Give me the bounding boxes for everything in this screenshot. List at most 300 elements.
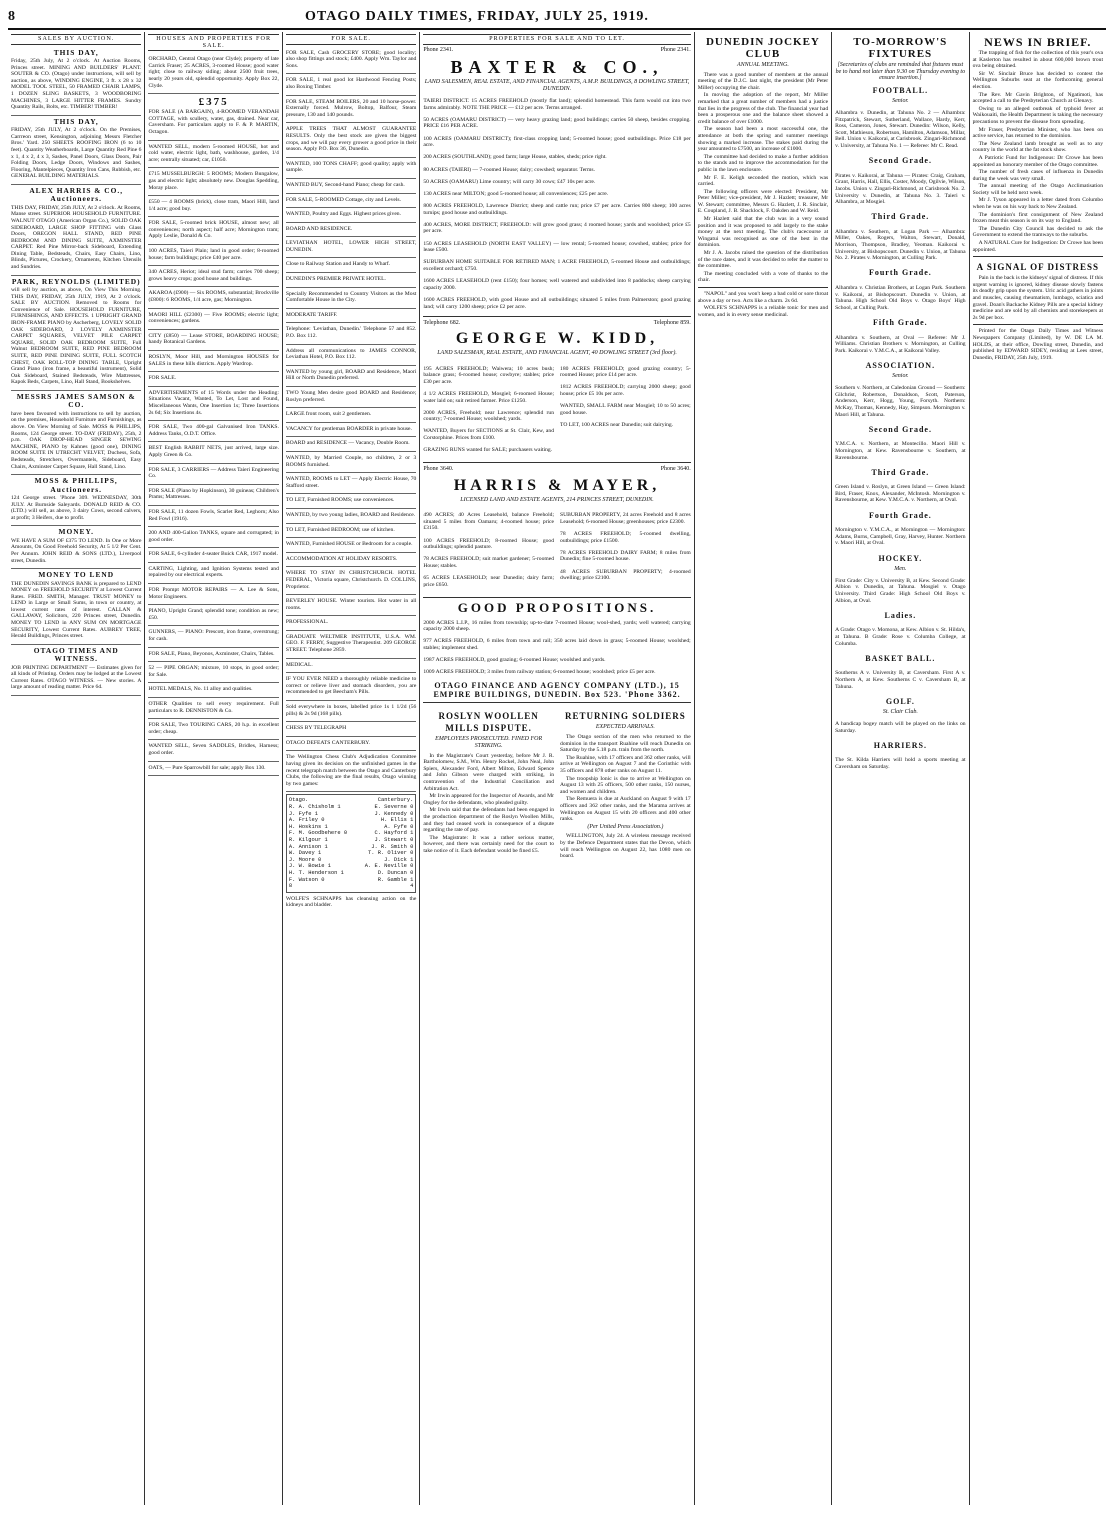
classified-ad <box>286 423 416 438</box>
player-name: H. Hoskins <box>288 823 322 830</box>
ad-text: FOR SALE, 6-cylinder 4-seater Buick CAR, 1917 model. <box>148 551 279 558</box>
fixture-title: Fourth Grade. <box>868 268 932 278</box>
classified-ad <box>148 605 278 626</box>
ad-text: FOR SALE, STEAM BOILERS, 20 and 10 horse-power. Externally forced. Mulrow, Boltop, Balfour, Steam pressure, 130 and 140 pounds. <box>285 98 417 118</box>
ad-text: 200 AND 400-Gallon TANKS, square and corrugated; in good order. <box>148 530 279 543</box>
fixture-text: Alhambra v. Southern, at Logan Park — Alhambra: Miller, Oakes, Rogers, Walton, Stewart, Donald, Morrison, Thompson, Bradley, Yeoman. Kaikorai v. University, at Bishopscourt. Dunedin v. Union, at Tahuna No. 2. Pirates v. Mornington, at Culling Park. <box>835 228 966 262</box>
classified-ad <box>286 616 416 631</box>
ad-text: WANTED, Poultry and Eggs. Highest prices given. <box>285 211 401 218</box>
classified-ad <box>148 506 278 527</box>
fixture-subtitle: St. Clair Club. <box>882 708 918 715</box>
fixture-sections <box>835 85 965 771</box>
harris-left <box>423 507 554 594</box>
ad-heading: OTAGO TIMES AND WITNESS. <box>33 645 119 664</box>
section-heading: HOUSES AND PROPERTIES FOR SALE. <box>148 34 278 51</box>
firm-subtitle: LAND SALESMEN, REAL ESTATE, AND FINANCIAL AGENTS, A.M.P. BUILDINGS, 8 DOWLING STREET, DUNEDIN. <box>424 79 690 92</box>
fixture-text: First Grade: City v. University B, at Kew. Second Grade: Albion v. Dunedin, at Tahuna. Mosgiel v. Otago University. Third Grade: High School Old Boys v. Albion, at Oval. <box>835 577 966 604</box>
story-paragraph: The committee had decided to make a further addition to the stands and to improve the accommodation for the public in the lawn enclosure. <box>697 153 829 173</box>
ad-text: FOR SALE, 3 CARRIERS — Address Taieri Engineering Co. <box>148 466 279 480</box>
story-paragraph: The Magistrate: It was a rather serious matter, however, and there was certainly need for the court to take notice of it. Each defendant would be fined £5. <box>423 834 555 854</box>
ad-text: BEST English RABBIT NETS, just arrived, large size. Apply Green & Co. <box>148 445 279 458</box>
property-listing: 4 1/2 ACRES FREEHOLD, Mosgiel; 6-roomed House; water laid on; suit retired farmer. Price £1250. <box>423 390 555 404</box>
classified-ad <box>286 553 416 568</box>
fixture-section <box>835 653 965 690</box>
property-listing: 400 ACRES, MORE DISTRICT, FREEHOLD: will grow good grass; 4 roomed house; yards and woolshed; price £5 per acre. <box>423 221 691 235</box>
ad-text: CARTING, Lighting, and Ignition Systems tested and repaired by our electrical experts. <box>148 565 279 579</box>
chess-row <box>289 837 413 844</box>
classified-ad <box>148 168 278 196</box>
property-listing: GRAZING RUNS wanted for SALE; purchasers waiting. <box>423 447 553 454</box>
classified-ads <box>286 47 416 793</box>
fixture-text: The St. Kilda Harriers will hold a sports meeting at Caversham on Saturday. <box>835 757 966 770</box>
property-listing: 130 ACRES near MILTON; good 5-roomed house; all conveniences; £25 per acre. <box>423 190 609 197</box>
news-item: The annual meeting of the Otago Acclimatisation Society will be held next week. <box>972 183 1104 196</box>
player-name: A. E. Neville <box>364 863 407 870</box>
ad-text: Close to Railway Station and Handy to Wharf. <box>285 261 391 268</box>
classified-ad <box>286 408 416 423</box>
classified-ad <box>148 626 278 647</box>
ad-text: GRADUATE WELTMER INSTITUTE, U.S.A. WM. GEO. F. FERRY, Suggestive Therapeutist. 209 GEORGE STREET. Telephone 2859. <box>285 633 417 654</box>
classified-ad <box>148 421 278 442</box>
classified-ad <box>286 366 416 387</box>
wolfe-ad: WOLFE'S SCHNAPPS has cleansing action on the kidneys and bladder. <box>285 895 417 909</box>
classified-ad <box>286 473 416 494</box>
classified-ad <box>286 437 416 452</box>
news-item: Mr Fraser, Presbyterian Minister, who has been on active service, has returned to the dominion. <box>972 126 1104 140</box>
classified-ad <box>148 287 278 308</box>
auction-ads <box>11 47 141 696</box>
fixture-text: Alhambra v. Christian Brothers, at Logan Park. Southern v. Kaikorai, at Bishopscourt. Dunedin v. Union, at Tahuna. High School Old Boys v. Otago Boys' High School, at Culling Park. <box>835 285 966 311</box>
ad-text: MAORI HILL (£2300) — Five ROOMS; electric light; conveniences; gardens. <box>148 311 279 325</box>
player-score: 0 <box>410 803 414 810</box>
classified-ad <box>148 309 278 330</box>
player-name: J. Moore <box>288 856 315 863</box>
ad-text: The Wellington Chess Club's Adjudication Committee having given its decision on the unfinished games in the recent telegraph match between the Otago and Canterbury Clubs, the following are the final results, Otago winning by two games: <box>285 754 417 787</box>
ad-text: ACCOMMODATION AT HOLIDAY RESORTS. <box>285 555 398 562</box>
chess-results <box>286 794 416 892</box>
property-listing: 1600 ACRES LEASEHOLD (rent £150); four homes; well watered and subdivided into 8 paddocks; sheep carrying capacity 2000. <box>423 278 691 291</box>
fixture-title: Third Grade. <box>871 467 930 477</box>
newspaper-title: OTAGO DAILY TIMES, FRIDAY, JULY 25, 1919. <box>305 9 649 24</box>
ad-text: DUNEDIN'S PREMIER PRIVATE HOTEL. <box>285 276 386 283</box>
kidd-right <box>560 360 691 460</box>
ad-text: Telephone: 'Leviathan, Dunedin.' Telephone 57 and 852. P.O. Box 112. <box>285 326 417 340</box>
player-name: F. Watson <box>288 876 318 883</box>
news-item: A NATURAL Cure for Indigestion: Dr Crowe has been appointed. <box>972 240 1104 253</box>
ad-text: JOB PRINTING DEPARTMENT — Estimates given for all kinds of Printing. Orders may be lodged at the Lowest Current Rates. OTAGO WITNESS. — New stories. A large amount of reading matter. Price 6d. <box>11 664 142 691</box>
classified-ad <box>286 494 416 509</box>
wolfe-ad: WOLFE'S SCHNAPPS is a reliable tonic for men and women, and is in every sense medicinal. <box>697 305 829 318</box>
story-paragraph: The Otago section of the men who returned to the dominion in the transport Ruahine will reach Dunedin on Saturday by the 5.18 p.m. train from the north. <box>560 734 691 754</box>
chess-rows <box>289 804 413 883</box>
classified-ad <box>286 179 416 194</box>
player-score: 0 <box>410 863 414 870</box>
fixture-section <box>835 211 965 262</box>
classified-ad <box>286 722 416 737</box>
player-score: 0 <box>321 817 325 824</box>
property-listing: 1987 ACRES FREEHOLD, good grazing; 6-roomed House; woolshed and yards. <box>423 657 606 664</box>
kidd-name: GEORGE W. KIDD, <box>455 330 659 348</box>
fixture-text: Alhambra v. Dunedin, at Tahuna No. 2 — Alhambra: Fitzpatrick, Stewart, Sutherland, Wallace, Hardy, Kerr, Ross, Cameron, Jones, Stewart. Dunedin: Wilson, Kelly, Scott, Mathieson, Robertson, Hamilton, Adamson, Millar, Bell. Union v. Kaikorai, at Carisbrook. Zingari-Richmond v. University, at Tahuna No. 1 — Referee: Mr C. Read. <box>835 109 966 149</box>
property-listing: SUBURBAN HOME SUITABLE FOR RETIRED MAN; 1 ACRE FREEHOLD, 5-roomed House and outbuildings; excellent orchard; £750. <box>423 259 691 272</box>
auction-ad <box>11 185 141 276</box>
story-paragraph: The meeting concluded with a vote of thanks to the chair. <box>697 270 829 284</box>
chess-player-canterbury <box>384 824 413 831</box>
story-paragraph: The following officers were elected: President, Mr Peter Miller; vice-president, Mr J. Hazlett; treasurer, Mr W. Stewart; committee, Messrs G. Hazlett, J. R. Sinclair, E. Coupland, J. B. Shacklock, F. Oakden and W. Reid. <box>697 188 829 215</box>
story-paragraph: The season had been a most successful one, the attendance at both the spring and summer meetings showing a marked increase. The stakes paid during the year amounted to £7500, an increase of £1000. <box>697 126 829 153</box>
chess-player-otago <box>289 817 325 824</box>
classified-ad <box>148 330 278 351</box>
property-listing: 78 ACRES FREEHOLD; suit market gardener; 5-roomed House; stables. <box>423 556 555 569</box>
fixture-section <box>835 317 965 354</box>
ad-text: WANTED, by two young ladies, BOARD and Residence. <box>285 511 416 518</box>
classified-ad <box>148 245 278 266</box>
fixture-section <box>835 467 965 504</box>
ad-text: FRIDAY, 25th JULY, At 2 o'clock. On the Premises, Carrreon street, Kensington, adjoining Messrs Fletcher Bros.' Yard. 250 SHEETS ROOFING IRON (6 to 10 feet). Quantity Weatherboards, Large Quantity Red Pine 6 x 1, 4 x 2, 4 x 3, Sashes, Panel Doors, Glass Doors, Pair Folding Doors, Ledge Doors, Windows and Sashes, Flooring, Mantelpieces, Quantity Iron Cans, Rubbish, etc. GENERAL BUILDING MATERIALS. <box>11 127 142 180</box>
classified-ad <box>148 548 278 563</box>
fixture-title: HOCKEY. <box>878 553 923 563</box>
jockey-sub: ANNUAL MEETING. <box>736 62 789 68</box>
kidd-listings <box>423 360 690 460</box>
fixture-text: Alhambra v. Southern, at Oval — Referee: Mr J. Williams. Christian Brothers v. Mornington, at Culling Park. Kaikorai v. Y.M.C.A., at Kaikorai Valley. <box>835 334 966 354</box>
fixture-title: ASSOCIATION. <box>865 360 936 370</box>
player-name: D. Duncan <box>377 869 407 876</box>
player-name: R. Kilgour <box>288 836 322 843</box>
story-paragraph: The Remuera is due at Auckland on August 9 with 17 officers and 362 other ranks, and the Marama arrives at Wellington on August 15 with 20 officers and 400 other ranks. <box>560 796 691 823</box>
price-ad: £375 FOR SALE (A BARGAIN), 4-ROOMED VERANDAH COTTAGE, with scullery, water, gas, drained. Near car, Caversham. For particulars apply to F. & P. MARTIN, Octagon. <box>148 94 278 140</box>
classified-ad <box>286 309 416 324</box>
section-heading: FOR SALE. <box>286 34 416 45</box>
harris-right <box>560 507 691 594</box>
classified-ad <box>148 485 278 506</box>
classified-ad <box>286 751 416 792</box>
kidd-left <box>423 360 554 460</box>
auction-ad <box>11 645 141 696</box>
fixture-text: Southern v. Northern, at Caledonian Ground — Southern: Gilchrist, Robertson, Donaldson, Scott, Paterson, Anderson, Kerr, Hogg, Young, Forsyth. Northern: McKay, Thomas, Kennedy, Hay, Simpson. Mornington v. Maori Hill, at Tahuna. <box>835 385 966 418</box>
soldiers-text <box>560 734 691 823</box>
ad-heading: MONEY TO LEND <box>38 570 115 580</box>
property-listing: 50 ACRES (OAMARU DISTRICT) — very heavy grazing land; good buildings; carries 50 sheep, besides cropping. PRICE £16 PER ACRE. <box>423 116 691 130</box>
property-listing: 80 ACRES (TAIERI) — 7-roomed House; dairy; cowshed; separator. Terms. <box>423 166 595 173</box>
fixture-text: A Grade: Otago v. Momona, at Kew. Albion v. St. Hilda's, at Tahuna. B Grade: Rose v. Columba College, at Columba. <box>835 627 966 647</box>
classified-ad <box>286 258 416 273</box>
chess-player-canterbury <box>378 877 414 884</box>
player-score: 1 <box>324 836 328 843</box>
fixture-section <box>835 696 965 734</box>
ad-text: 100 ACRES, Taieri Plain; land in good order; 8-roomed house; farm buildings; price £40 per acre. <box>148 248 279 261</box>
player-score: 0 <box>410 836 414 843</box>
classified-ad <box>148 372 278 387</box>
property-listing: 78 ACRES FREEHOLD; 5-roomed dwelling, outbuildings; price £1500. <box>560 531 691 544</box>
player-name: F. M. Goodbehere <box>288 830 341 837</box>
ad-heading: MONEY. <box>58 527 94 537</box>
classified-ad <box>286 701 416 722</box>
property-listing: 50 ACRES (OAMARU) Lime country; will carry 30 cows; £47 10s per acre. <box>423 178 596 185</box>
classified-ad <box>286 194 416 209</box>
classified-ad <box>148 740 278 761</box>
column-houses <box>145 32 282 1505</box>
ad-text: CHESS BY TELEGRAPH <box>285 725 347 732</box>
property-listing: 2000 ACRES L.I.P., 16 miles from township; up-to-date 7-roomed House; wool-shed, yards; well watered; carrying capacity 2000 sheep. <box>423 619 691 633</box>
classified-ad <box>286 273 416 288</box>
ad-text: FOR SALE, 5-ROOMED Cottage, city and Levels. <box>285 196 402 203</box>
auction-ad <box>11 47 141 116</box>
harris-subtitle: LICENSED LAND AND ESTATE AGENTS, 214 PRINCES STREET, DUNEDIN. <box>460 497 654 504</box>
property-listing: SUBURBAN PROPERTY, 24 acres Freehold and 8 acres Leasehold; 6-roomed House; greenhouses; price £2300. <box>560 512 691 525</box>
player-name: H. T. Henderson <box>288 869 338 876</box>
ad-text: Specially Recommended to Country Visitors as the Most Comfortable House in the City. <box>285 290 417 304</box>
roslyn-sub: EMPLOYEES PROSECUTED. FINED FOR STRIKING. <box>435 736 543 750</box>
property-listing: 48 ACRES SUBURBAN PROPERTY; 4-roomed dwelling; price £2100. <box>560 568 691 582</box>
story-paragraph: There was a good number of members at the annual meeting of the D.J.C. last night, the president (Mr Peter Miller) occupying the chair. <box>697 71 829 91</box>
auction-ad <box>11 391 141 475</box>
property-listing: 977 ACRES FREEHOLD, 6 miles from town and rail; 350 acres laid down in grass; 5-roomed House; woolshed; stables; implement shed. <box>423 638 691 651</box>
news-item: Sir W. Sinclair Bruce has decided to contest the Wellington Suburbs seat at the forthcoming general election. <box>972 70 1104 90</box>
ad-text: WANTED, 100 TONS CHAFF; good quality; apply with sample. <box>285 160 417 174</box>
story-paragraph: The Ruahine, with 17 officers and 362 other ranks, will arrive at Wellington on August 7 and the Corinthic with 35 officers and 878 other ranks on August 11. <box>560 754 691 775</box>
fixture-title: BASKET BALL. <box>865 653 936 663</box>
property-listing: 1009 ACRES FREEHOLD; 3 miles from railway station; 6-roomed house; woolshed; price £5 per acre. <box>423 669 656 676</box>
classified-ad <box>148 563 278 584</box>
section-heading: SALES BY AUCTION. <box>11 34 141 45</box>
classified-ad <box>286 288 416 309</box>
fixture-subtitle: Men. <box>894 565 907 572</box>
ad-text: FOR SALE, 11 dozen Fowls, Scarlet Red, Leghorn; Also Red Fowl (1916). <box>148 508 279 522</box>
ad-text: will sell by auction, as above, On View This Morning. THIS DAY, FRIDAY, 25th JULY, 1919, At 2 o'clock. SALE BY AUCTION. Removed to Rooms for Convenience of Sale. HOUSEHOLD FURNITURE, FURNISHINGS, AND EFFECTS. 1 UPRIGHT GRAND IRON-FRAME PIANO by Ascherberg, LOVELY SOLID OAK SIDEBOARD, 2 LOVELY AXMINSTER CARPET SQUARES, VELVET PILE CARPET SQUARE, SOLID OAK BEDROOM SUITE, Full Walnut BEDROOM SUITE, RED PINE BEDROOM SUITE, RED PINE DINING SUITE, FULL SCOTCH CHEST, OAK ROLL-TOP DINING TABLE, Upright Grand Piano (iron frame, a beautiful instrument), Solid Oak Sideboard, Stained Bedsteads, Wire Mattresses, Kapok Beds, Carpets, Lino, Hall Stand, Bookshelves. <box>11 287 142 386</box>
ad-text: FOR SALE, Two TOURING CARS, 20 h.p. in excellent order; cheap. <box>148 722 279 735</box>
fixtures-heading: TO-MORROW'S FIXTURES <box>853 36 948 60</box>
ad-text: have been favoured with instructions to sell by auction, on the premises, Household Furniture and Furnishings, as above. On View Morning of Sale. MOSS & PHILLIPS, Rooms, 124 George street. TO-DAY (FRIDAY), 25th, 2 p.m. OAK DROP-HEAD SINGER SEWING MACHINE, PIANO by Kahnes (good one), DINING ROOM SUITE IN UTRECHT VELVET, Duchess, Sofa, Bedsteads, Stretchers, Overmantels, Sideboard, Easy Chairs, Axminster Carpet Square, Hall Stand, Lino. <box>11 410 142 470</box>
player-name: A. Annison <box>288 843 322 850</box>
fixture-title: Second Grade. <box>868 156 932 166</box>
classified-ad <box>286 567 416 595</box>
story-paragraph: In moving the adoption of the report, Mr Miller remarked that a great number of members had a justice that lies in the progress of the club. The financial year had been a prosperous one and the balance sheet showed a credit balance of over £1000. <box>697 92 829 125</box>
ad-text: THE DUNEDIN SAVINGS BANK is prepared to LEND MONEY on FREEHOLD SECURITY at Lowest Current Rates. FRED. SMITH, Manager. TRUST MONEY to LEND in Large or Small Sums, in town or country, at lowest current rates of interest. CALLAN & GALLAWAY, Solicitors, 220 Princes street, Dunedin. MONEY TO LEND in ANY SUM ON MORTGAGE SECURITY, Lowest Current Rates. AUBREY TREE, Herald Buildings, Princes street. <box>11 580 142 640</box>
ad-text: £715 MUSSELBURGH: 5 ROOMS; Modern Bungalow, gas and electric light; absolutely new. Douglas Spedding, Moray place. <box>148 171 279 191</box>
property-listing: 1600 ACRES FREEHOLD, with good House and all outbuildings; situated 5 miles from Palmerston; good grazing land; will carry 1200 sheep; price £2 per acre. <box>423 296 691 310</box>
ad-text: FOR SALE, 5-roomed brick HOUSE, almost new; all conveniences; north aspect; half acre; Mornington tram; Apply Leslie, Donald & Co. <box>148 220 279 240</box>
fixture-text: Green Island v. Roslyn, at Green Island — Green Island: Bird, Fraser, Knox, Alexander, McIntosh. Mornington v. Ravensbourne, at Kew. Y.M.C.A. v. Northern, at Oval. <box>835 484 966 504</box>
soldiers-heading: RETURNING SOLDIERS <box>564 711 686 722</box>
ad-text: THIS DAY, FRIDAY, 25th JULY, At 2 o'clock. At Rooms, Manse street. SUPERIOR HOUSEHOLD FURNITURE. WALNUT OTAGO (American Organ Co.), SOLID OAK SIDEBOARD, LARGE SHOP FITTING with Glass Doors, OREGON HALL STAND, RED PINE BEDROOM AND DINING SUITE, AXMINSTER CARPET. Red Pine Mirror-back Sideboard, Extending Dining Table, Bedsteads, Chairs, Easy Chairs, Lino, Blinds, Pictures, Crockery, Ornaments, Kitchen Utensils and Sundries. <box>11 204 142 271</box>
kidd-phone-row: Telephone 682. Telephone 859. <box>423 319 691 326</box>
property-ad: ORCHARD, Central Otago (near Clyde); property of late Carrick Fraser; 25 ACRES, 3-roomed House; good water right; close to railway siding; about 2500 fruit trees, nearly 20 years old, splendid opportunity. Apply Box 22, Clyde. <box>148 53 278 94</box>
chess-row <box>289 804 413 811</box>
classified-ad <box>286 673 416 701</box>
ad-text: 340 ACRES, Heriot; ideal stud farm; carries 700 sheep; grows heavy crops; good house and buildings. <box>148 269 279 282</box>
fixture-title: HARRIERS. <box>873 740 927 750</box>
chess-player-otago <box>289 857 321 864</box>
fixture-title: Third Grade. <box>871 212 930 222</box>
section-heading: PROPERTIES FOR SALE AND TO LET. <box>423 34 690 45</box>
ad-text: ROSLYN, Moor Hill, and Mornington HOUSES for SALES in these hills districts. Apply Wardrop. <box>148 354 279 367</box>
ad-heading: ALEX HARRIS & CO., Auctioneers. <box>29 185 124 204</box>
ad-text: FOR SALE (Piano by Hopkinson), 30 guineas; Children's Prams; Mattresses. <box>148 487 279 501</box>
player-name: J. Kennedy <box>374 810 407 817</box>
jockey-heading: DUNEDIN JOCKEY CLUB <box>705 36 820 60</box>
ad-text: 124 George street. 'Phone 309. WEDNESDAY, 30th JULY. At Burnside Saleyards. DONALD REID & CO. (LTD.) will sell, as above, 3 dairy Cows, second calvers, at profit; 3 Heifers, due to profit. <box>11 494 142 521</box>
classified-ad <box>148 648 278 663</box>
auction-ad <box>11 116 141 185</box>
classified-ad <box>286 96 416 124</box>
classified-ad <box>148 141 278 169</box>
chess-player-otago <box>289 870 344 877</box>
chess-player-otago <box>289 804 341 811</box>
property-listing: 180 ACRES FREEHOLD; good grazing country; 5-roomed House; price £14 per acre. <box>560 365 691 379</box>
ad-text: TO LET, Furnished BEDROOM; use of kitchen. <box>285 526 395 533</box>
property-listing: 78 ACRES FREEHOLD DAIRY FARM; 8 miles from Dunedin; fine 5-roomed house. <box>560 549 691 563</box>
ad-text: TWO Young Men desire good BOARD and Residence; Roslyn preferred. <box>285 390 417 403</box>
player-score: 1 <box>318 850 322 857</box>
property-listing: TAIERI DISTRICT. 15 ACRES FREEHOLD (mostly flat land); splendid homestead. This farm would cut into two farms admirably. NOTE THE PRICE — £12 per acre. Terms arranged. <box>423 97 691 111</box>
player-score: 0 <box>343 830 348 837</box>
auction-ad <box>11 569 141 645</box>
classified-ad <box>286 74 416 95</box>
classified-ad <box>148 217 278 245</box>
news-split <box>423 706 690 860</box>
classified-ad <box>148 442 278 463</box>
ad-text: VACANCY for gentleman BOARDER in private house. <box>285 425 412 432</box>
chess-row <box>289 844 413 851</box>
property-listing: 800 ACRES FREEHOLD, Lawrence District; sheep and cattle run; price £7 per acre. Carries 800 sheep; 100 acres turnips; good house and outbuildings. <box>423 203 691 216</box>
fixture-title: Ladies. <box>884 610 917 620</box>
chess-player-otago <box>289 850 321 857</box>
story-paragraph: Mr Irwin appeared for the Inspector of Awards, and Mr Ongley for the defendants, who pleaded guilty. <box>423 793 555 806</box>
chess-player-otago <box>289 811 318 818</box>
ad-text: LARGE front room, suit 2 gentlemen. <box>285 411 372 418</box>
classified-ad <box>286 631 416 659</box>
classified-ad <box>148 662 278 683</box>
column-fixtures <box>832 32 969 1505</box>
ad-text: FOR SALE, Piano, Beyonos, Axminster, Chairs, Tables. <box>148 650 275 657</box>
ad-text: WANTED SELL, modern 5-roomed HOUSE, hot and cold water, electric light, bath, washhouse, garden, 1/4 acre; centrally situated; car, £1050. <box>148 143 279 163</box>
player-name: A. Fyfe <box>384 823 407 830</box>
column-news-brief <box>970 32 1106 1505</box>
roslyn-story <box>423 706 554 860</box>
classified-ad <box>286 737 416 752</box>
jockey-text <box>698 72 828 284</box>
classified-ads <box>148 141 278 777</box>
classified-ad <box>148 584 278 605</box>
ad-text: PIANO, Upright Grand; splendid tone; condition as new; £50. <box>148 608 279 621</box>
classified-ad <box>148 196 278 217</box>
fixture-text: Pirates v. Kaikorai, at Tahuna — Pirates: Craig, Graham, Grant, Harris, Hall, Ellis, Coster, Moody, Ogilvie, Wilson, Jacobs. Union v. Zingari-Richmond, at Carisbrook No. 2. University v. Dunedin, at Tahuna No. 3. Taieri v. Alhambra, at Mosgiel. <box>835 172 966 206</box>
ad-text: HOTEL MEDALS, No. 11 alloy and qualities. <box>148 686 253 693</box>
classified-ad <box>148 464 278 485</box>
fixture-title: FOOTBALL. <box>872 85 929 95</box>
chess-player-canterbury <box>371 844 413 851</box>
ad-text: WANTED, ROOMS to LET — Apply Electric House, 70 Stafford street. <box>285 476 417 489</box>
fixture-section <box>835 360 965 418</box>
chess-player-otago <box>289 837 328 844</box>
otago-finance-ad: OTAGO FINANCE AND AGENCY COMPANY (LTD.), 15 EMPIRE BUILDINGS, DUNEDIN. Box 523. 'Phone 3362. <box>433 681 681 700</box>
ad-text: FOR Prompt MOTOR REPAIRS — A. Lee & Sons, Motor Engineers. <box>148 587 279 600</box>
wellington-text: WELLINGTON, July 24. A wireless message received by the Defence Department states that the Devon, which will reach Wellington on August 22, has 1080 men on board. <box>560 833 691 860</box>
chess-player-canterbury <box>384 857 413 864</box>
property-listing: 2000 ACRES, Freehold; near Lawrence; splendid run country; 7-roomed House; woolshed; yards. <box>423 409 555 423</box>
ad-text: PROFESSIONAL. <box>285 619 329 626</box>
harris-phone-row: Phone 3640. Phone 3640. <box>423 466 691 473</box>
chess-player-canterbury <box>378 870 414 877</box>
player-name: W. Davey <box>288 850 315 857</box>
player-score: 0 <box>410 850 414 857</box>
player-name: E. Severne <box>374 803 407 810</box>
fixture-subtitle: Senior. <box>892 97 909 104</box>
player-score: 0 <box>410 869 414 876</box>
player-score: 1 <box>410 876 414 883</box>
harris-listings <box>423 507 690 594</box>
ad-text: TO LET, Furnished ROOMS; use conveniences. <box>285 497 395 504</box>
chess-row <box>289 824 413 831</box>
classified-ad <box>286 345 416 366</box>
chess-row <box>289 811 413 818</box>
auction-ad <box>11 276 141 391</box>
ad-text: BOARD and RESIDENCE — Vacancy, Double Room. <box>285 440 410 447</box>
chess-player-canterbury <box>374 837 413 844</box>
ad-text: Address all communications to JAMES CONNOR, Leviathan Hotel, P.O. Box 112. <box>285 347 417 361</box>
property-listing: 490 ACRES; 40 Acres Leasehold, balance Freehold; situated 5 miles from Oamaru; 4-roomed house; price £3150. <box>423 512 555 532</box>
classified-ad <box>286 509 416 524</box>
auction-ad <box>11 526 141 569</box>
ad-text: LEVIATHAN HOTEL, LOWER HIGH STREET, DUNEDIN. <box>285 240 417 253</box>
ad-text: MEDICAL. <box>285 661 313 668</box>
fixture-title: Second Grade. <box>868 424 932 434</box>
fixtures-intro: [Secretaries of clubs are reminded that fixtures must be to hand not later than 9.30 on Thursday evening to ensure insertion.] <box>835 62 966 82</box>
fixture-text: Southerns A v. University B, at Caversham. First A v. Northern A, at Kew. Southerns C v. Caversham B, at Tahuna. <box>835 670 966 690</box>
news-item: A Patriotic Fund for Indigenous: Dr Crowe has been appointed an honorary member of the Otago committee. <box>972 154 1104 168</box>
player-name: C. Hayford <box>374 830 407 837</box>
news-item: The number of fresh cases of influenza in Dunedin during the week was very small. <box>972 169 1104 182</box>
classified-ad <box>286 595 416 616</box>
ad-text: IF YOU EVER NEED a thoroughly reliable medicine to correct or relieve liver and stomach disorders, you are recommended to get Beecham's Pills. <box>285 676 417 696</box>
ad-heading: MOSS & PHILLIPS, Auctioneers. <box>34 476 118 494</box>
fixture-text: A handicap bogey match will be played on the links on Saturday. <box>835 720 966 734</box>
classified-ad <box>286 538 416 553</box>
player-score: 1 <box>410 830 414 837</box>
player-score: 1 <box>410 817 414 824</box>
ad-text: WANTED, by Married Couple, no children, 2 or 3 ROOMS furnished. <box>285 454 417 468</box>
price-heading: £375 <box>198 96 229 109</box>
chess-player-otago <box>289 877 325 884</box>
fixture-section <box>835 155 965 206</box>
ad-text: WE HAVE A SUM OF £375 TO LEND. In One or More Amounts, On Good Freehold Security, At 5 1/2 Per Cent. Per Annum. JOHN REID & SONS (LTD.), Liverpool street, Dunedin. <box>11 537 142 564</box>
classified-ad <box>286 524 416 539</box>
soldiers-sub: EXPECTED ARRIVALS. <box>595 724 655 731</box>
fixture-title: GOLF. <box>885 696 915 706</box>
player-score: 1 <box>324 823 328 830</box>
ad-text: 52 — PIPE ORGAN; mixture, 10 stops, in good order; for Sale. <box>148 665 279 678</box>
news-items <box>973 50 1103 253</box>
classified-ad <box>148 266 278 287</box>
roslyn-heading: ROSLYN WOOLLEN MILLS DISPUTE. <box>438 711 539 734</box>
chess-player-canterbury <box>374 811 413 818</box>
player-name: J. W. Bowie <box>288 863 325 870</box>
news-item: The Rev. Mr Gavin Brighton, of Ngatimoti, has accepted a call to the Presbyterian Church at Glenavy. <box>972 91 1104 105</box>
distress-text: Pain in the back is the kidneys' signal of distress. If this urgent warning is ignored, kidney disease slowly fastens its deadly grip upon the system. Uric acid gathers in joints and muscles, causing rheumatism, lumbago, sciatica and gravel. Doan's Backache Kidney Pills are a special kidney medicine and are sold by all chemists and storekeepers at 2s 9d per box. <box>972 275 1104 321</box>
page-columns <box>8 32 1106 1505</box>
classified-ad <box>148 351 278 372</box>
ad-text: WHERE TO STAY IN CHRISTCHURCH. HOTEL FEDERAL, Victoria square, Christchurch. D. COLLINS, Proprietor. <box>285 570 417 590</box>
distress-heading: A SIGNAL OF DISTRESS <box>976 262 1100 273</box>
classified-ad <box>286 659 416 674</box>
classified-ad <box>148 698 278 719</box>
ad-heading: MESSRS JAMES SAMSON & CO. <box>16 391 136 410</box>
classified-ad <box>286 387 416 408</box>
player-name: A. Friley <box>288 817 318 824</box>
classified-ad <box>148 683 278 698</box>
story-paragraph: Mr Irwin said that the defendants had been engaged in the production department of the Roslyn Woollen Mills, and they had ceased work in consequence of a dispute regarding the rate of pay. <box>423 807 555 834</box>
ad-text: MODERATE TARIFF. <box>285 311 338 318</box>
